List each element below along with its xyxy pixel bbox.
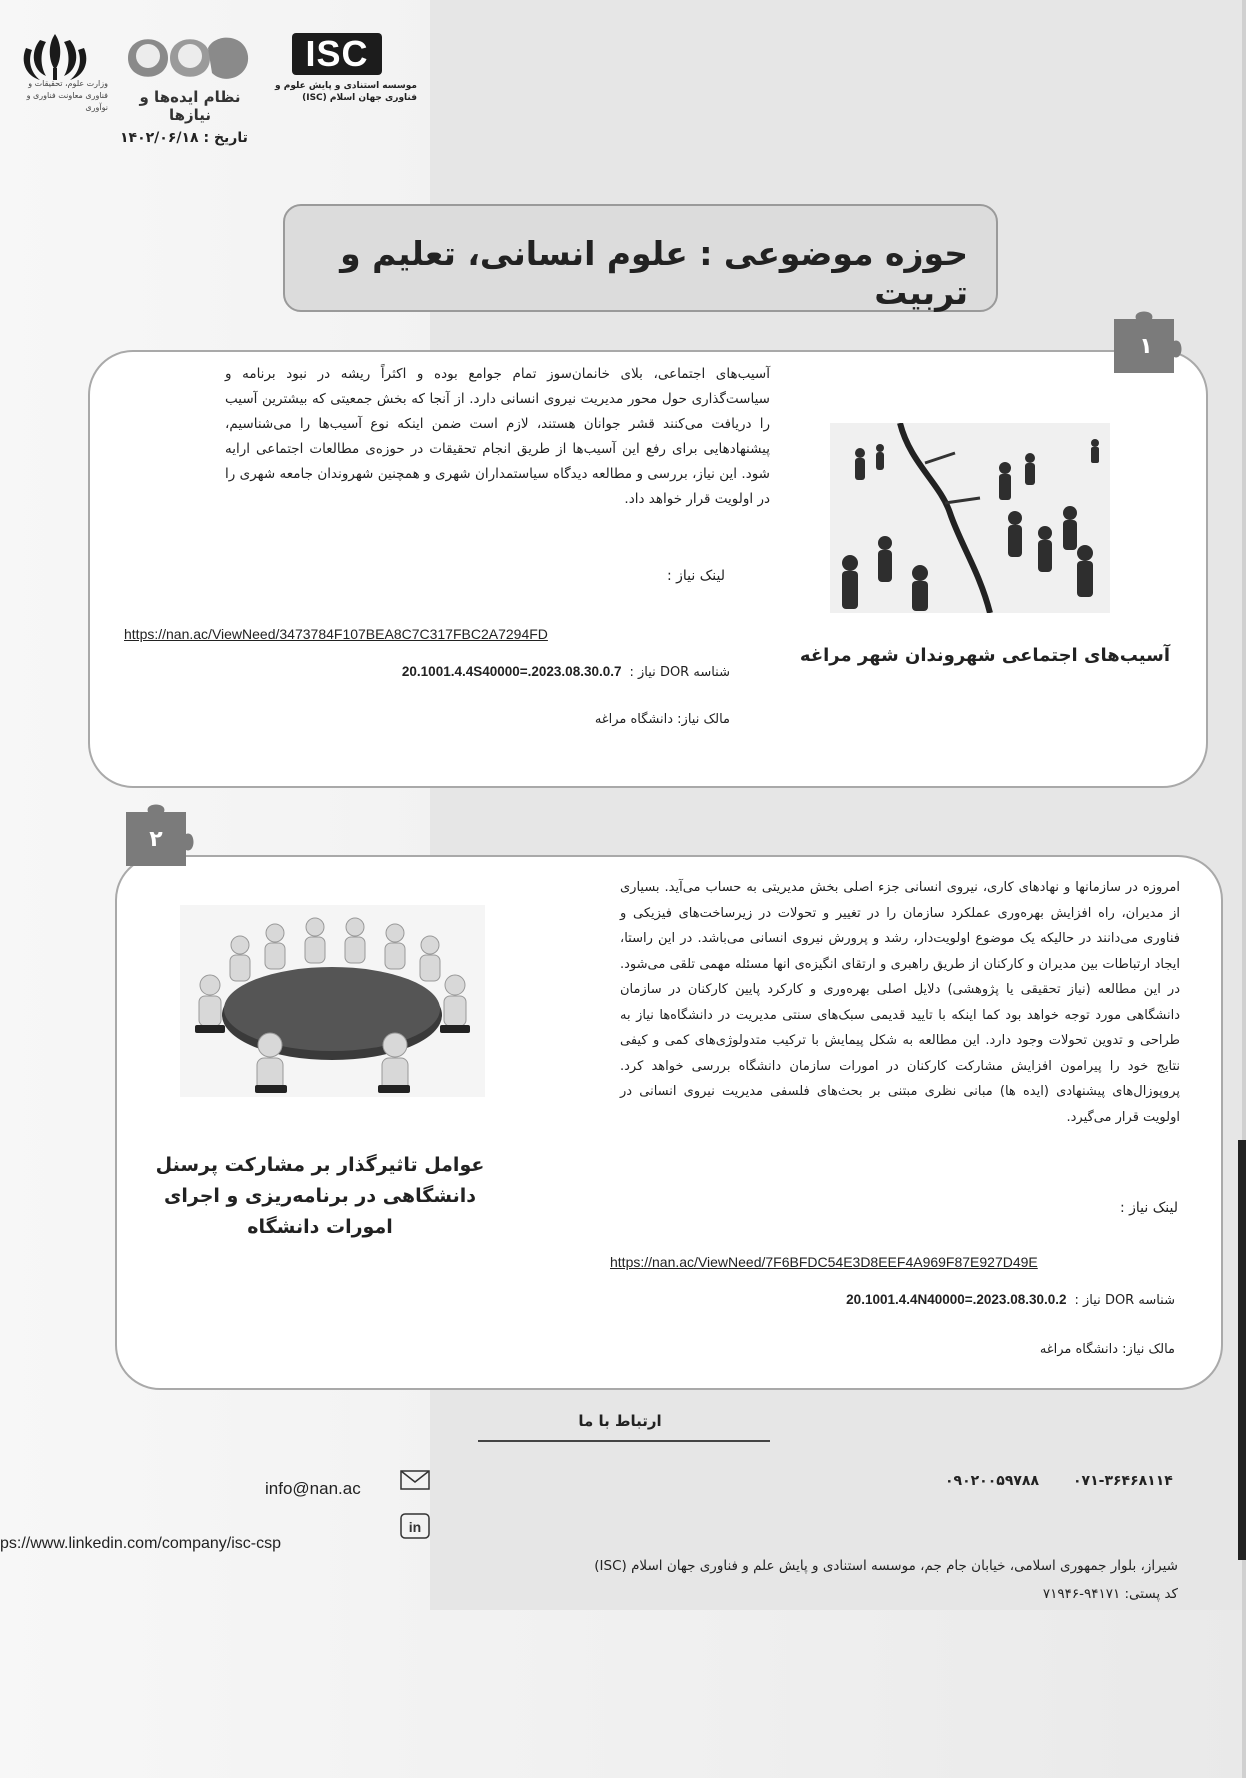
svg-text:in: in: [408, 1519, 422, 1535]
contact-us-title: ارتباط با ما: [578, 1412, 662, 1430]
puzzle-piece-icon: [124, 798, 194, 868]
puzzle-piece-icon: [1112, 305, 1182, 375]
need-number-2: ۲: [149, 827, 163, 852]
scan-edge-strip: [1238, 1140, 1246, 1560]
need-1-link-label: لینک نیاز :: [666, 568, 725, 584]
contact-linkedin[interactable]: ps://www.linkedin.com/company/isc-csp: [0, 1535, 281, 1552]
contact-phones: [945, 1473, 1173, 1489]
need-1-dor-value: 20.1001.4.4S40000=.2023.08.30.0.7: [401, 664, 622, 679]
need-2-owner: مالک نیاز: دانشگاه مراغه: [1039, 1342, 1175, 1357]
meeting-table-photo: [180, 905, 485, 1097]
contact-divider: [478, 1440, 770, 1442]
phone-mobile: ۰۹۰۲۰۰۵۹۷۸۸: [945, 1473, 1039, 1489]
need-1-owner: مالک نیاز: دانشگاه مراغه: [594, 712, 730, 727]
isc-logo: ISC: [292, 33, 382, 75]
need-1-url[interactable]: https://nan.ac/ViewNeed/3473784F107BEA8C7C317FBC2A7294FD: [124, 626, 548, 642]
need-2-dor-value: 20.1001.4.4N40000=.2023.08.30.0.2: [846, 1292, 1067, 1307]
linkedin-icon: [400, 1513, 430, 1539]
need-2-url[interactable]: https://nan.ac/ViewNeed/7F6BFDC54E3D8EEF4A969F87E927D49E: [610, 1254, 1038, 1270]
need-2-title: عوامل تاثیرگذار بر مشارکت پرسنل دانشگاهی در برنامه‌ریزی و اجرای امورات دانشگاه: [155, 1154, 485, 1238]
need-2-dor-label: شناسه DOR نیاز :: [1074, 1293, 1175, 1308]
ideas-needs-logo-text: نظام ایده‌ها و نیازها: [139, 88, 241, 124]
mail-icon: [400, 1470, 430, 1490]
ministry-text: وزارت علوم، تحقیقات و فناوری معاونت فناوری و نوآوری: [26, 79, 108, 112]
need-1-description: آسیب‌های اجتماعی، بلای خانمان‌سوز تمام جوامع بوده و اکثراً ریشه در نبود برنامه و سیاست‌گذاری حول محور مدیریت نیروی انسانی دارد. از آنجا که بخش جمعیتی که بیشترین آسیب را دریافت می‌کنند قشر جوانان هستند، لازم است ضمن اینکه نوع آسیب‌ها را می‌شناسیم، پیشنهادهایی برای رفع این آسیب‌ها از طریق انجام تحقیقات در حوزه‌ی مطالعات اجتماعی ارایه شود. این نیاز، بررسی و مطالعه دیدگاه سیاستمداران شهری و همچنین شهروندان جامعه شهری را در اولویت قرار خواهد داد.: [225, 366, 770, 507]
subject-area-box: [283, 204, 998, 312]
isc-logo-text: موسسه استنادی و پایش علوم و فناوری جهان اسلام (ISC): [275, 81, 417, 103]
social-issues-photo: [830, 423, 1110, 613]
letter-date: تاریخ : ۱۴۰۲/۰۶/۱۸: [120, 130, 248, 146]
need-number-1: ۱: [1139, 334, 1153, 359]
need-2-link-label: لینک نیاز :: [1119, 1200, 1178, 1216]
need-2-description: امروزه در سازمانها و نهادهای کاری، نیروی انسانی جزء اصلی بخش مدیریتی به حساب می‌آید. بسیاری از مدیران، راه افزایش بهره‌وری عملکرد سازمان را در تغییر و تحولات در زیرساخت‌های فیزیکی و فناوری می‌دانند در حالیکه یک موضوع اولویت‌دار، رشد و پرورش نیروی انسانی می‌باشد. در این راستا، ایجاد ارتباطات بین مدیران و کارکنان از طریق راهبری و ارتقای انگیزه‌ی انها مسئله مهمی تلقی می‌شود. در این مطالعه (نیاز تحقیقی یا پژوهشی) دلایل اصلی بهره‌وری و کارکرد پایین کارکنان در سازمان دانشگاهی مورد توجه خواهد بود کما اینکه با تایید قدیمی سبک‌های سنتی مدیریت در دانشگاه‌ها نیاز به طراحی و تدوین تحولات وجود دارد. این مطالعه به شکل پیمایش با ترکیب متدولوژی‌های کمی و کیفی نتایج خود را پیرامون افزایش مشارکت کارکنان در امورات سازمان دانشگاه بررسی خواهد کرد. پروپوزال‌های پیشنهادی (ایده ها) مبانی نظری مبتنی بر بحث‌های فلسفی مدیریت نیروی انسانی در اولویت قرار می‌گیرد.: [620, 880, 1180, 1125]
contact-address: شیراز، بلوار جمهوری اسلامی، خیابان جام جم، موسسه استنادی و پایش علم و فناوری جهان اسلام (ISC): [594, 1558, 1178, 1574]
contact-email[interactable]: info@nan.ac: [265, 1479, 361, 1498]
need-2-dor: [630, 1292, 1175, 1308]
need-1-title: آسیب‌های اجتماعی شهروندان شهر مراغه: [799, 645, 1170, 666]
need-1-dor-label: شناسه DOR نیاز :: [629, 665, 730, 680]
need-1-dor: [290, 664, 730, 680]
phone-office: ۰۷۱-۳۶۴۶۸۱۱۴: [1073, 1473, 1173, 1489]
contact-postal-code: کد پستی: ۹۴۱۷۱-۷۱۹۴۶: [1042, 1586, 1178, 1602]
subject-area-title: حوزه موضوعی : علوم انسانی، تعلیم و تربیت: [340, 234, 968, 312]
